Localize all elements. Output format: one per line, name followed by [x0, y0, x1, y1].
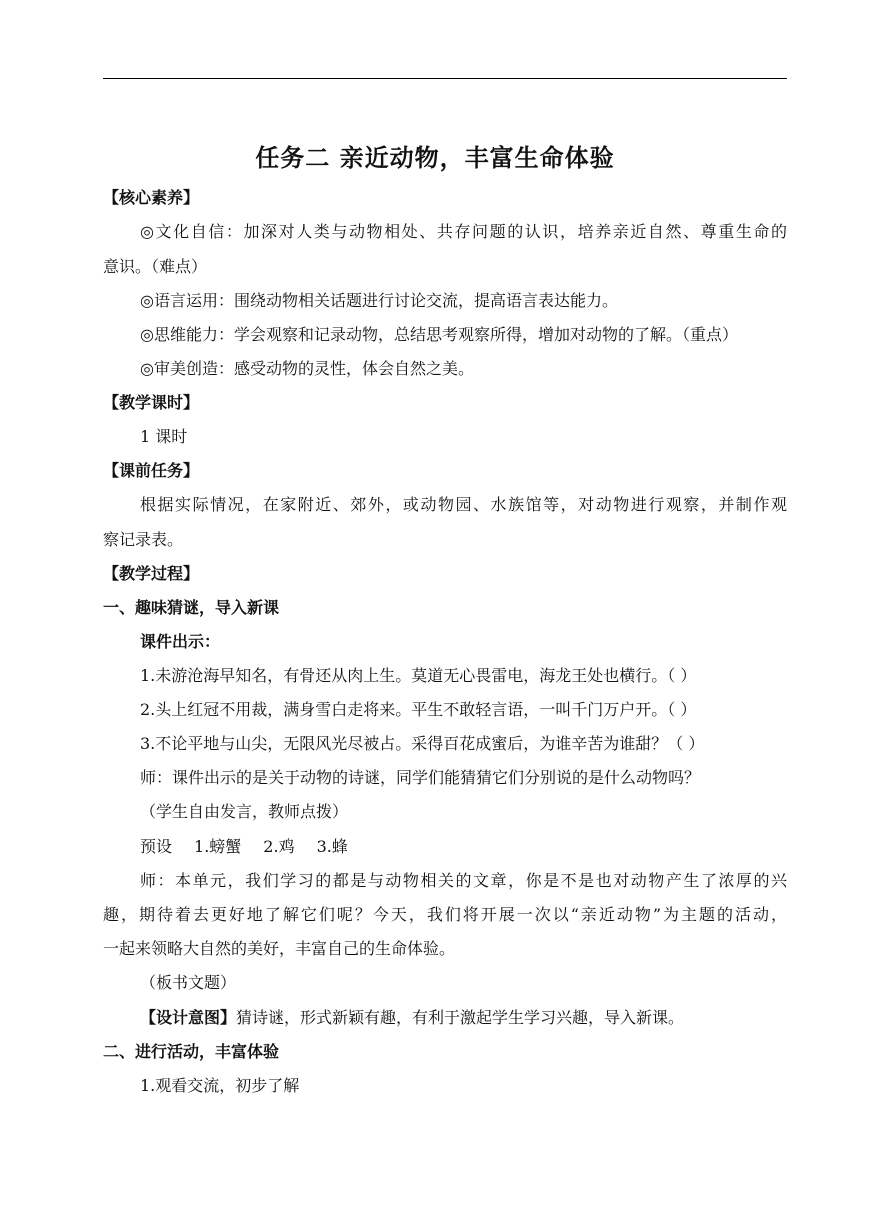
pretask-line-2: 察记录表。 [103, 530, 184, 549]
board-note: （板书文题） [140, 973, 237, 992]
teacher-speech-line-1: 师：本单元，我们学习的都是与动物相关的文章，你是不是也对动物产生了浓厚的兴 [140, 871, 787, 890]
student-note: （学生自由发言，教师点拨） [140, 802, 349, 821]
process-heading: 【教学过程】 [103, 564, 200, 583]
header-rule [103, 78, 787, 79]
page-title: 任务二 亲近动物，丰富生命体验 [255, 144, 615, 172]
design-intent [140, 1007, 684, 1029]
riddle-2: 2.头上红冠不用裁，满身雪白走将来。平生不敢轻言语，一叫千门万户开。（ ） [140, 700, 697, 719]
core-language: ◎语言运用：围绕动物相关话题进行讨论交流，提高语言表达能力。 [140, 291, 618, 310]
section-1-heading: 一、趣味猜谜，导入新课 [103, 598, 280, 617]
hours-heading: 【教学课时】 [103, 393, 200, 412]
core-culture-line-2: 意识。（难点） [103, 257, 208, 276]
core-aesthetic: ◎审美创造：感受动物的灵性，体会自然之美。 [140, 359, 474, 378]
pretask-line-1: 根据实际情况，在家附近、郊外，或动物园、水族馆等，对动物进行观察，并制作观 [140, 495, 787, 514]
section-2-heading: 二、进行活动，丰富体验 [103, 1042, 280, 1061]
slides-label: 课件出示： [140, 632, 221, 651]
teacher-speech-line-2: 趣，期待着去更好地了解它们呢？今天，我们将开展一次以“亲近动物”为主题的活动， [103, 905, 787, 924]
core-heading: 【核心素养】 [103, 188, 200, 207]
teacher-question: 师：课件出示的是关于动物的诗谜，同学们能猜猜它们分别说的是什么动物吗？ [140, 768, 701, 787]
teacher-speech-line-3: 一起来领略大自然的美好，丰富自己的生命体验。 [103, 939, 456, 958]
preset-answer-2: 2.鸡 [263, 837, 295, 856]
preset-label: 预设 [140, 837, 173, 856]
preset-answers [140, 836, 348, 858]
pretask-heading: 【课前任务】 [103, 461, 200, 480]
step-1: 1.观看交流，初步了解 [140, 1076, 300, 1095]
preset-answer-3: 3.蜂 [316, 837, 348, 856]
design-intent-label: 【设计意图】 [140, 1008, 237, 1027]
preset-answer-1: 1.螃蟹 [194, 837, 242, 856]
core-culture-line-1: ◎文化自信：加深对人类与动物相处、共存问题的认识，培养亲近自然、尊重生命的 [140, 222, 787, 241]
hours-value: 1 课时 [140, 427, 188, 446]
core-thinking: ◎思维能力：学会观察和记录动物，总结思考观察所得，增加对动物的了解。（重点） [140, 325, 738, 344]
design-intent-text: 猜诗谜，形式新颖有趣，有利于激起学生学习兴趣，导入新课。 [236, 1008, 685, 1027]
riddle-3: 3.不论平地与山尖，无限风光尽被占。采得百花成蜜后，为谁辛苦为谁甜？（ ） [140, 734, 705, 753]
riddle-1: 1.未游沧海早知名，有骨还从肉上生。莫道无心畏雷电，海龙王处也横行。（ ） [140, 666, 697, 685]
